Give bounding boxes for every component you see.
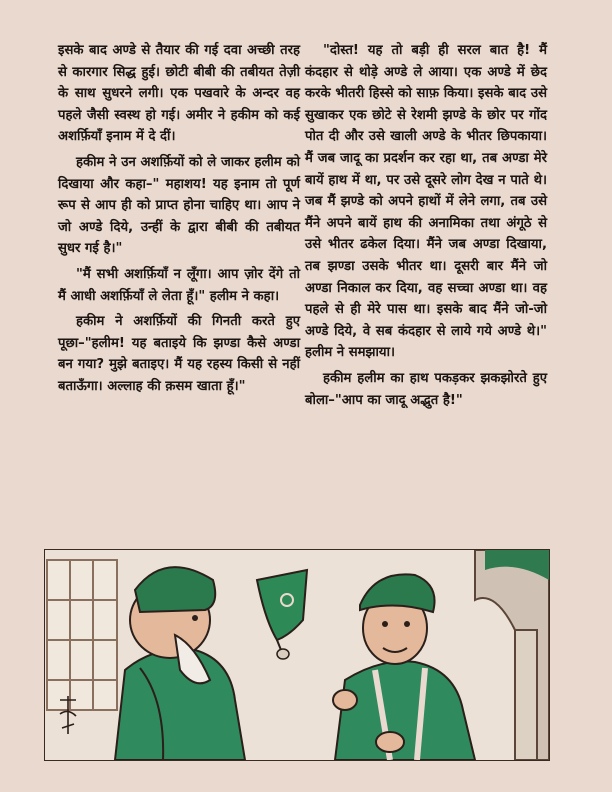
paragraph: इसके बाद अण्डे से तैयार की गई दवा अच्छी तरह से कारगार सिद्ध हुई। छोटी बीबी की तबीयत तेज़ी के साथ सुधरने लगी। एक पखवारे के अन्दर वह पहले जैसी स्वस्थ हो गई। अमीर ने हकीम को कई अशर्फ़ियाँ इनाम में दे दीं।	[58, 43, 300, 145]
paragraph: "मैं सभी अशर्फ़ियाँ न लूँगा। आप ज़ोर देंगे तो मैं आधी अशर्फ़ियाँ ले लेता हूँ।" हलीम ने कहा।	[58, 266, 300, 304]
paragraph: "दोस्त! यह तो बड़ी ही सरल बात है! मैं कंदहार से थोड़े अण्डे ले आया। एक अण्डे में छेद करके भीतरी हिस्से को साफ़ किया। इसके बाद उसे सुखाकर एक छोटे से रेशमी झण्डे के छोर पर गोंद पोत दी और उसे खाली अण्डे के भीतर छिपकाया। मैं जब जादू का प्रदर्शन कर रहा था, तब अण्डा मेरे बायें हाथ में था, पर उसे दूसरे लोग देख न पाते थे। जब मैं झण्डे को अपने हाथों में लेने लगा, तब उसे मैंने अपने बायें हाथ की अनामिका तथा अंगूठे से उसे भीतर ढकेल दिया। मैंने जब अण्डा दिखाया, तब झण्डा उसके भीतर था। दूसरी बार मैंने जो अण्डा निकाल कर दिया, वह सच्चा अण्डा था। वह पहले से ही मेरे पास था। इसके बाद मैंने जो-जो अण्डे दिये, वे सब कंदहार से लाये गये अण्डे थे।" हलीम ने समझाया।	[305, 43, 547, 361]
window-lattice	[47, 560, 117, 710]
left-text-column	[58, 40, 300, 402]
story-illustration	[44, 549, 550, 761]
artist-signature	[56, 694, 80, 740]
paragraph: हकीम ने उन अशर्फ़ियों को ले जाकर हलीम को दिखाया और कहा–" महाशय! यह इनाम तो पूर्ण रूप से आप ही को प्राप्त होना चाहिए था। आप ने जो अण्डे दिये, उन्हीं के द्वारा बीबी की तबीयत सुधर गई है।"	[58, 154, 300, 257]
illustration-canvas	[45, 550, 549, 760]
right-text-column	[305, 40, 547, 415]
paragraph: हकीम हलीम का हाथ पकड़कर झकझोरते हुए बोला–"आप का जादू अद्भुत है!"	[305, 370, 547, 408]
paragraph: हकीम ने अशर्फ़ियों की गिनती करते हुए पूछा–"हलीम! यह बताइये कि झण्डा कैसे अण्डा बन गया? मुझे बताइए। मैं यह रहस्य किसी से नहीं बताऊँगा। अल्लाह की क़सम खाता हूँ।"	[58, 314, 300, 394]
